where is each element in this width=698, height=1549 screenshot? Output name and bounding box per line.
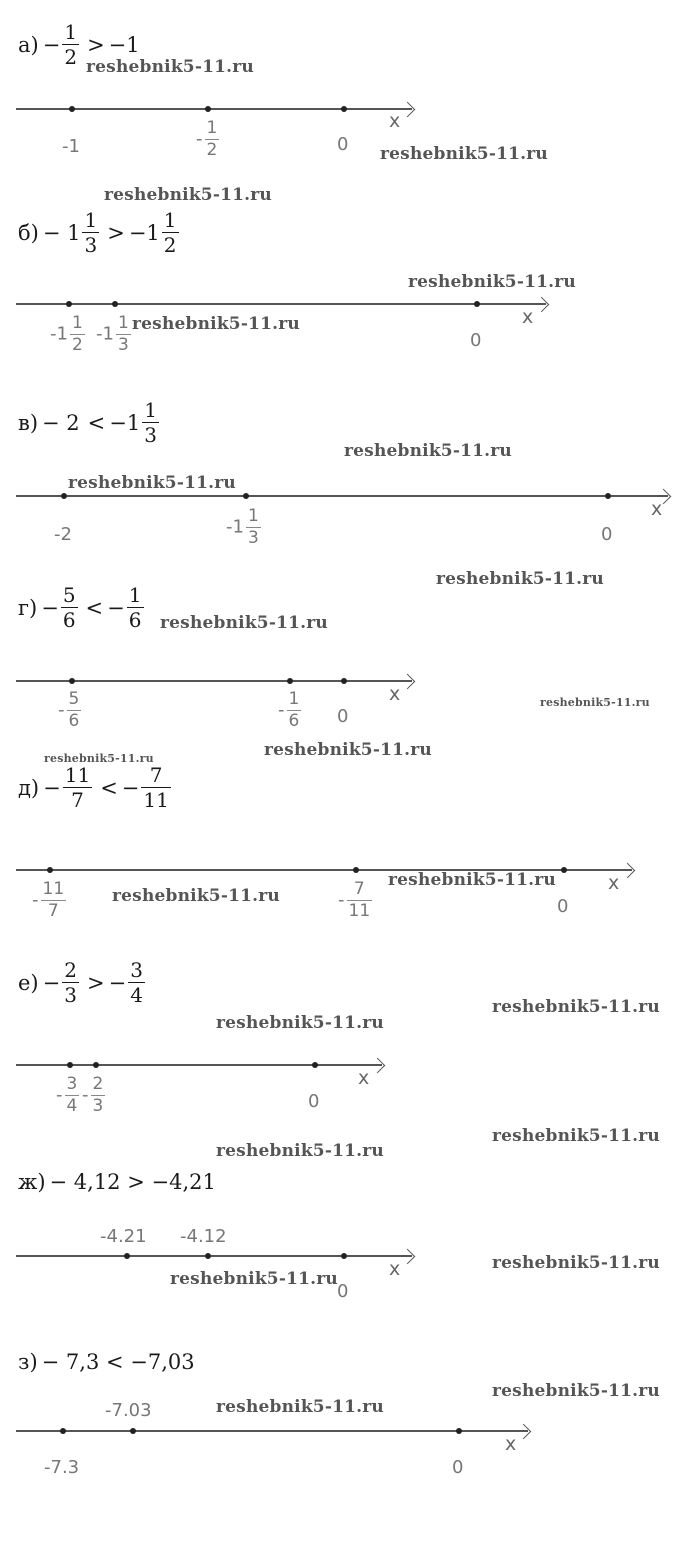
watermark: reshebnik5-11.ru — [216, 1013, 384, 1033]
axis-label: x — [358, 1067, 370, 1089]
axis-label: x — [389, 683, 401, 705]
letter: д) — [18, 775, 40, 800]
axis-label: x — [608, 872, 620, 894]
letter: ж) — [18, 1170, 46, 1194]
watermark: reshebnik5-11.ru — [380, 144, 548, 164]
rhs: −1 — [109, 410, 141, 435]
tick-label-zero: 0 — [470, 330, 482, 351]
inequality-text: − 4,12 > −4,21 — [49, 1170, 216, 1194]
number-line-a — [16, 108, 412, 110]
tick-label-zero: 0 — [337, 134, 349, 155]
number-line-d — [16, 680, 412, 682]
minus: − — [121, 775, 140, 800]
fraction: $\frac{5}{6}$ — [62, 583, 76, 633]
arrow-icon — [534, 297, 550, 313]
minus: − — [43, 775, 61, 800]
sign: < — [85, 595, 104, 620]
inequality-c — [18, 398, 161, 448]
tick-label-fraction: - $\frac{7}{11}$ — [338, 879, 371, 922]
fraction: $\frac{3}{4}$ — [130, 958, 143, 1008]
axis-label: x — [505, 1433, 517, 1455]
tick-label-fraction: -1 $\frac{1}{2}$ — [50, 313, 83, 356]
watermark: reshebnik5-11.ru — [492, 997, 660, 1017]
watermark: reshebnik5-11.ru — [170, 1269, 338, 1289]
number-line-h — [16, 1255, 412, 1257]
point-a — [67, 1062, 73, 1068]
point-zero — [341, 106, 347, 112]
watermark: reshebnik5-11.ru — [492, 1126, 660, 1146]
letter: е) — [18, 970, 39, 995]
number-line-b — [16, 303, 546, 305]
tick-label-fraction: -1 $\frac{1}{3}$ — [226, 506, 259, 549]
point-a — [66, 301, 72, 307]
inequality-g — [18, 1170, 216, 1194]
point-zero — [341, 1253, 347, 1259]
arrow-icon — [370, 1058, 386, 1074]
watermark: reshebnik5-11.ru — [216, 1397, 384, 1417]
watermark: reshebnik5-11.ru — [344, 441, 512, 461]
letter: б) — [18, 220, 39, 245]
inequality-e — [18, 763, 173, 813]
inequality-text: − 7,3 < −7,03 — [41, 1350, 195, 1374]
tick-label-zero: 0 — [308, 1091, 320, 1112]
watermark: reshebnik5-11.ru — [492, 1381, 660, 1401]
point-a — [47, 867, 53, 873]
fraction: $\frac{1}{3}$ — [84, 208, 98, 258]
arrow-icon — [620, 863, 636, 879]
point-b — [287, 678, 293, 684]
watermark: reshebnik5-11.ru — [86, 57, 254, 77]
point-b — [243, 493, 249, 499]
tick-label-fraction: - $\frac{2}{3}$ — [82, 1074, 104, 1117]
tick-label-fraction: - $\frac{1}{6}$ — [278, 689, 300, 732]
point-b — [130, 1428, 136, 1434]
watermark: reshebnik5-11.ru — [492, 1253, 660, 1273]
rhs: −1 — [108, 32, 140, 57]
arrow-icon — [516, 1424, 532, 1440]
inequality-b — [18, 208, 181, 258]
minus: − — [41, 595, 59, 620]
point-a — [61, 493, 67, 499]
inequality-f — [18, 958, 147, 1008]
axis-label: x — [522, 306, 534, 328]
tick-label-fraction: - $\frac{3}{4}$ — [56, 1074, 78, 1117]
watermark: reshebnik5-11.ru — [44, 752, 154, 765]
watermark: reshebnik5-11.ru — [264, 740, 432, 760]
inequality-d — [18, 583, 146, 633]
sign: > — [86, 970, 105, 995]
point-zero — [474, 301, 480, 307]
fraction: $\frac{1}{2}$ — [163, 208, 177, 258]
sign: < — [100, 775, 118, 800]
point-zero — [456, 1428, 462, 1434]
minus: − — [107, 595, 125, 620]
tick-label-zero: 0 — [601, 524, 613, 545]
watermark: reshebnik5-11.ru — [132, 314, 300, 334]
axis-label: x — [389, 1258, 401, 1280]
fraction: $\frac{11}{7}$ — [64, 763, 91, 813]
tick-label: -7.3 — [44, 1457, 80, 1478]
tick-label-zero: 0 — [557, 896, 569, 917]
watermark: reshebnik5-11.ru — [436, 569, 604, 589]
watermark: reshebnik5-11.ru — [408, 272, 576, 292]
tick-label: -7.03 — [105, 1400, 152, 1421]
point-zero — [605, 493, 611, 499]
sign: > — [87, 32, 105, 57]
watermark: reshebnik5-11.ru — [104, 185, 272, 205]
minus: − — [108, 970, 127, 995]
inequality-h — [18, 1350, 195, 1374]
tick-label-fraction: - $\frac{1}{2}$ — [196, 118, 218, 161]
letter: а) — [18, 32, 39, 57]
point-a — [69, 106, 75, 112]
tick-label-zero: 0 — [337, 706, 349, 727]
point-b — [93, 1062, 99, 1068]
watermark: reshebnik5-11.ru — [388, 870, 556, 890]
tick-label-fraction: - $\frac{11}{7}$ — [32, 879, 65, 922]
arrow-icon — [400, 1249, 416, 1265]
point-a — [69, 678, 75, 684]
lhs: − 1 — [42, 220, 81, 245]
watermark: reshebnik5-11.ru — [216, 1141, 384, 1161]
point-zero — [561, 867, 567, 873]
point-b — [353, 867, 359, 873]
sign: > — [107, 220, 125, 245]
tick-label-fraction: - $\frac{5}{6}$ — [58, 689, 80, 732]
letter: г) — [18, 595, 38, 620]
fraction: $\frac{1}{3}$ — [144, 398, 157, 448]
point-b — [205, 1253, 211, 1259]
watermark: reshebnik5-11.ru — [112, 886, 280, 906]
arrow-icon — [400, 674, 416, 690]
watermark: reshebnik5-11.ru — [540, 696, 650, 709]
tick-label-zero: 0 — [337, 1281, 349, 1302]
minus: − — [42, 32, 61, 57]
tick-label: -4.21 — [100, 1226, 147, 1247]
fraction: $\frac{2}{3}$ — [64, 958, 77, 1008]
arrow-icon — [400, 102, 416, 118]
tick-label-zero: 0 — [452, 1457, 464, 1478]
tick-label: -1 — [62, 136, 80, 157]
number-line-i — [16, 1430, 528, 1432]
tick-label-fraction: -1 $\frac{1}{3}$ — [96, 313, 129, 356]
minus: − — [42, 970, 61, 995]
letter: в) — [18, 410, 39, 435]
point-a — [124, 1253, 130, 1259]
fraction: $\frac{1}{2}$ — [64, 20, 78, 70]
point-b — [205, 106, 211, 112]
fraction: $\frac{7}{11}$ — [143, 763, 169, 813]
watermark: reshebnik5-11.ru — [160, 613, 328, 633]
tick-label: -2 — [54, 524, 72, 545]
watermark: reshebnik5-11.ru — [68, 473, 236, 493]
point-zero — [312, 1062, 318, 1068]
number-line-c — [16, 495, 668, 497]
rhs: −1 — [128, 220, 160, 245]
point-b — [112, 301, 118, 307]
sign: < — [87, 410, 106, 435]
fraction: $\frac{1}{6}$ — [128, 583, 142, 633]
axis-label: x — [389, 110, 401, 132]
point-a — [60, 1428, 66, 1434]
letter: з) — [18, 1350, 38, 1374]
axis-label: x — [651, 498, 663, 520]
lhs: − 2 — [42, 410, 80, 435]
point-zero — [341, 678, 347, 684]
tick-label: -4.12 — [180, 1226, 227, 1247]
